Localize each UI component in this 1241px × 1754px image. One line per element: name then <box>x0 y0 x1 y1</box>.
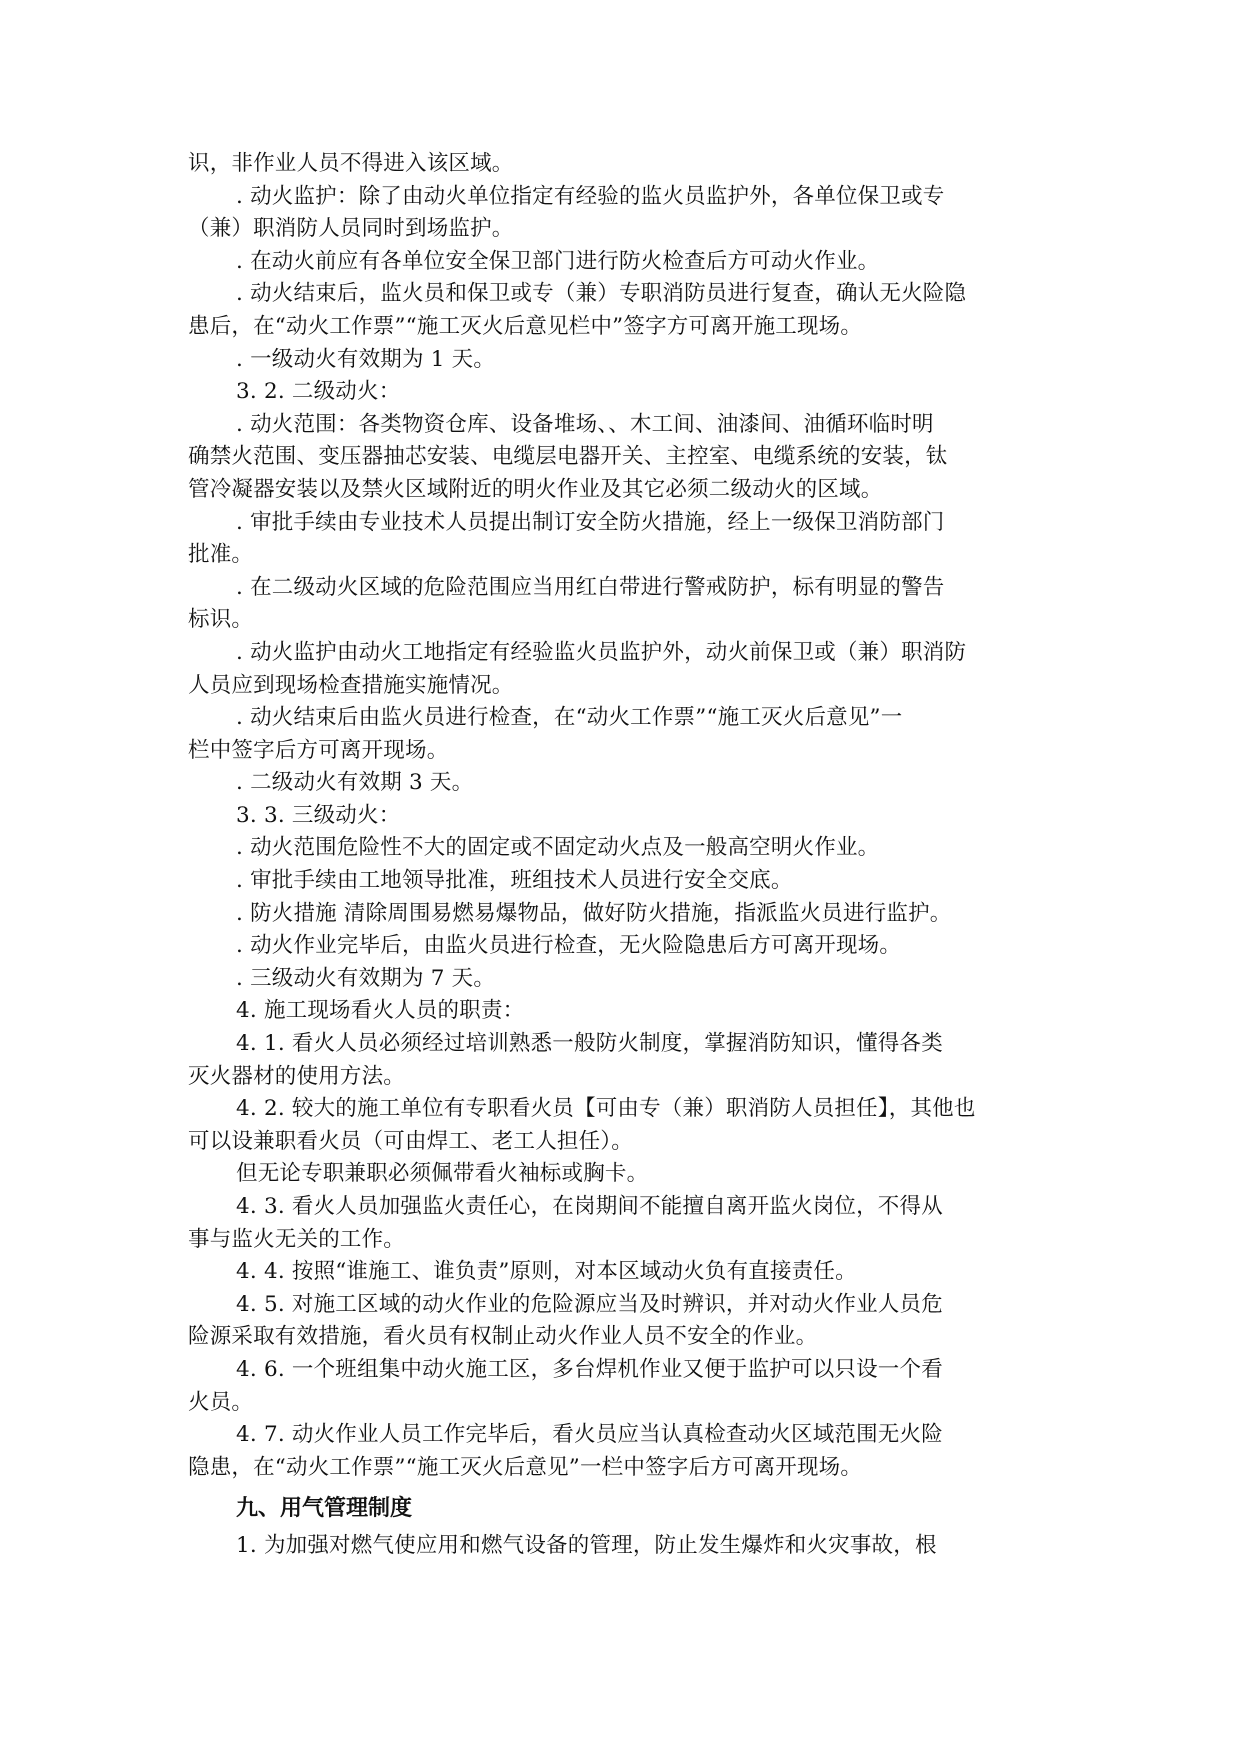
text-line: 3. 3. 三级动火： <box>236 802 401 828</box>
text-line: 识，非作业人员不得进入该区域。 <box>188 151 514 176</box>
body-text <box>188 148 1054 1484</box>
text-line: . 审批手续由专业技术人员提出制订安全防火措施，经上一级保卫消防部门 <box>236 509 945 535</box>
text-line: . 动火范围危险性不大的固定或不固定动火点及一般高空明火作业。 <box>236 835 880 861</box>
text-line: . 动火范围：各类物资仓库、设备堆场、、木工间、油漆间、油循环临时明 <box>236 411 934 437</box>
text-line: . 动火监护：除了由动火单位指定有经验的监火员监护外，各单位保卫或专 <box>236 183 945 209</box>
text-line: . 在动火前应有各单位安全保卫部门进行防火检查后方可动火作业。 <box>236 248 880 274</box>
text-line: 4. 6. 一个班组集中动火施工区，多台焊机作业又便于监护可以只设一个看 <box>236 1356 943 1382</box>
text-line: 4. 7. 动火作业人员工作完毕后，看火员应当认真检查动火区域范围无火险 <box>236 1422 943 1448</box>
text-line: 4. 5. 对施工区域的动火作业的危险源应当及时辨识，并对动火作业人员危 <box>236 1291 943 1317</box>
text-line: . 审批手续由工地领导批准，班组技术人员进行安全交底。 <box>236 868 793 894</box>
text-line: . 动火监护由动火工地指定有经验监火员监护外，动火前保卫或（兼）职消防 <box>236 639 967 665</box>
text-line: . 动火结束后由监火员进行检查，在“动火工作票”“施工灭火后意见”一 <box>236 705 903 731</box>
text-line: 确禁火范围、变压器抽芯安装、电缆层电器开关、主控室、电缆系统的安装，钛 <box>188 444 948 470</box>
text-line: 批准。 <box>188 542 254 568</box>
text-line: . 三级动火有效期为 7 天。 <box>236 965 496 991</box>
text-line: 可以设兼职看火员（可由焊工、老工人担任）。 <box>188 1128 633 1154</box>
text-line: 标识。 <box>188 607 254 633</box>
text-line: . 动火作业完毕后，由监火员进行检查，无火险隐患后方可离开现场。 <box>236 933 902 959</box>
text-line: 患后，在“动火工作票”“施工灭火后意见栏中”签字方可离开施工现场。 <box>188 313 863 339</box>
text-line: . 动火结束后，监火员和保卫或专（兼）专职消防员进行复查，确认无火险隐 <box>236 281 967 307</box>
text-line: 4. 2. 较大的施工单位有专职看火员【可由专（兼）职消防人员担任】，其他也 <box>236 1096 976 1122</box>
text-line: （兼）职消防人员同时到场监护。 <box>188 216 514 242</box>
text-line: 管冷凝器安装以及禁火区域附近的明火作业及其它必须二级动火的区域。 <box>188 476 883 502</box>
text-line: 栏中签字后方可离开现场。 <box>188 737 449 763</box>
text-line: 4. 3. 看火人员加强监火责任心，在岗期间不能擅自离开监火岗位，不得从 <box>236 1194 943 1219</box>
text-line: 3. 2. 二级动火： <box>236 379 401 405</box>
text-line: . 在二级动火区域的危险范围应当用红白带进行警戒防护，标有明显的警告 <box>236 574 945 600</box>
text-line: . 防火措施 清除周围易燃易爆物品，做好防火措施，指派监火员进行监护。 <box>236 900 952 926</box>
text-line: 但无论专职兼职必须佩带看火袖标或胸卡。 <box>236 1161 649 1187</box>
text-line: 灭火器材的使用方法。 <box>188 1063 406 1089</box>
section-heading: 九、用气管理制度 <box>236 1495 413 1522</box>
text-line: 4. 施工现场看火人员的职责： <box>236 998 525 1024</box>
final-paragraph-line: 1. 为加强对燃气使应用和燃气设备的管理，防止发生爆炸和火灾事故，根 <box>236 1533 937 1559</box>
document-page <box>188 148 1054 1563</box>
text-line: 险源采取有效措施，看火员有权制止动火作业人员不安全的作业。 <box>188 1324 818 1350</box>
text-line: 火员。 <box>188 1389 254 1415</box>
text-line: 隐患，在“动火工作票”“施工灭火后意见”一栏中签字后方可离开现场。 <box>188 1454 863 1480</box>
text-line: 事与监火无关的工作。 <box>188 1226 406 1252</box>
text-line: 4. 1. 看火人员必须经过培训熟悉一般防火制度，掌握消防知识，懂得各类 <box>236 1031 943 1057</box>
text-line: . 一级动火有效期为 1 天。 <box>236 346 496 372</box>
text-line: 人员应到现场检查措施实施情况。 <box>188 672 514 698</box>
text-line: 4. 4. 按照“谁施工、谁负责”原则，对本区域动火负有直接责任。 <box>236 1259 857 1285</box>
text-line: . 二级动火有效期 3 天。 <box>236 770 474 796</box>
